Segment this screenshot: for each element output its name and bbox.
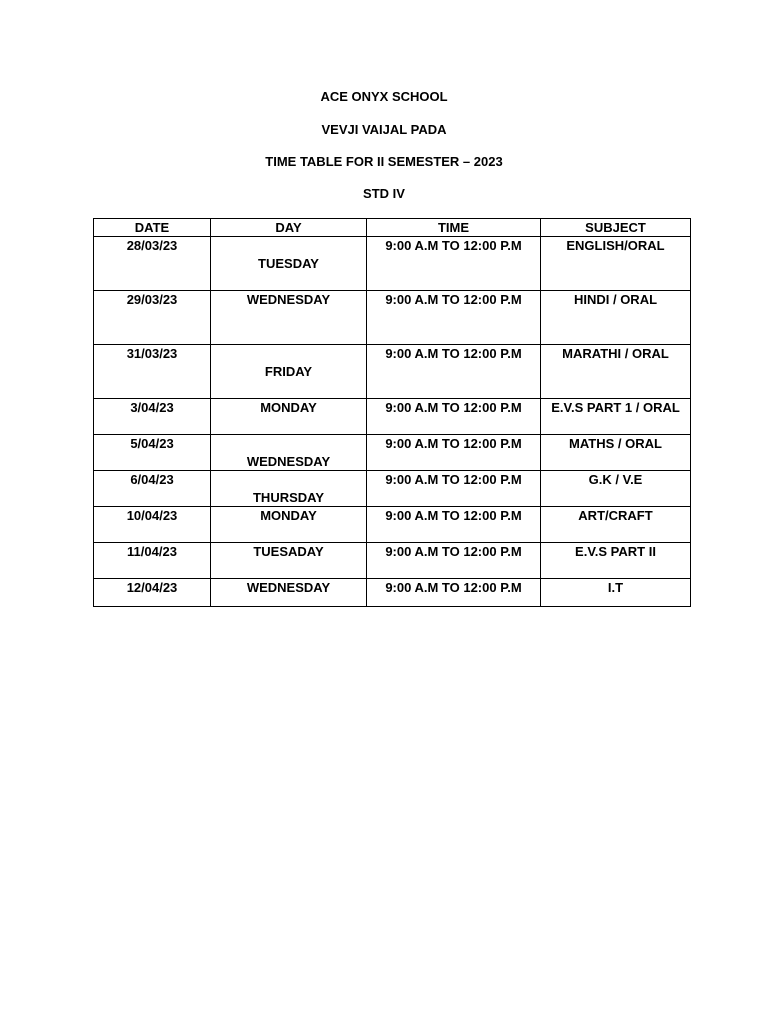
column-header-subject: SUBJECT xyxy=(541,219,691,237)
cell-time: 9:00 A.M TO 12:00 P.M xyxy=(367,291,541,345)
cell-day: FRIDAY xyxy=(211,345,367,399)
cell-subject: E.V.S PART 1 / ORAL xyxy=(541,399,691,435)
table-row xyxy=(94,507,691,543)
cell-subject: ENGLISH/ORAL xyxy=(541,237,691,291)
cell-time: 9:00 A.M TO 12:00 P.M xyxy=(367,399,541,435)
cell-time: 9:00 A.M TO 12:00 P.M xyxy=(367,471,541,507)
table-row xyxy=(94,399,691,435)
cell-date: 6/04/23 xyxy=(94,471,211,507)
cell-day: MONDAY xyxy=(211,507,367,543)
table-row xyxy=(94,237,691,291)
cell-date: 5/04/23 xyxy=(94,435,211,471)
cell-date: 28/03/23 xyxy=(94,237,211,291)
cell-subject: MARATHI / ORAL xyxy=(541,345,691,399)
cell-day: WEDNESDAY xyxy=(211,435,367,471)
column-header-time: TIME xyxy=(367,219,541,237)
timetable xyxy=(93,218,691,607)
cell-date: 12/04/23 xyxy=(94,579,211,607)
cell-subject: G.K / V.E xyxy=(541,471,691,507)
column-header-day: DAY xyxy=(211,219,367,237)
table-row xyxy=(94,471,691,507)
cell-time: 9:00 A.M TO 12:00 P.M xyxy=(367,435,541,471)
cell-time: 9:00 A.M TO 12:00 P.M xyxy=(367,345,541,399)
cell-day: TUESADAY xyxy=(211,543,367,579)
cell-day: MONDAY xyxy=(211,399,367,435)
table-header-row xyxy=(94,219,691,237)
cell-date: 11/04/23 xyxy=(94,543,211,579)
cell-time: 9:00 A.M TO 12:00 P.M xyxy=(367,543,541,579)
cell-day: THURSDAY xyxy=(211,471,367,507)
school-location: VEVJI VAIJAL PADA xyxy=(321,122,447,137)
table-row xyxy=(94,543,691,579)
school-name: ACE ONYX SCHOOL xyxy=(320,89,448,104)
cell-day: TUESDAY xyxy=(211,237,367,291)
cell-subject: MATHS / ORAL xyxy=(541,435,691,471)
cell-date: 29/03/23 xyxy=(94,291,211,345)
cell-day: WEDNESDAY xyxy=(211,579,367,607)
cell-time: 9:00 A.M TO 12:00 P.M xyxy=(367,237,541,291)
table-row xyxy=(94,579,691,607)
cell-date: 10/04/23 xyxy=(94,507,211,543)
cell-subject: E.V.S PART II xyxy=(541,543,691,579)
cell-subject: HINDI / ORAL xyxy=(541,291,691,345)
table-row xyxy=(94,291,691,345)
cell-time: 9:00 A.M TO 12:00 P.M xyxy=(367,579,541,607)
cell-time: 9:00 A.M TO 12:00 P.M xyxy=(367,507,541,543)
table-row xyxy=(94,435,691,471)
timetable-title: TIME TABLE FOR II SEMESTER – 2023 xyxy=(265,154,503,169)
cell-day: WEDNESDAY xyxy=(211,291,367,345)
cell-subject: I.T xyxy=(541,579,691,607)
cell-date: 31/03/23 xyxy=(94,345,211,399)
standard-label: STD IV xyxy=(363,186,405,201)
cell-subject: ART/CRAFT xyxy=(541,507,691,543)
cell-date: 3/04/23 xyxy=(94,399,211,435)
table-row xyxy=(94,345,691,399)
column-header-date: DATE xyxy=(94,219,211,237)
